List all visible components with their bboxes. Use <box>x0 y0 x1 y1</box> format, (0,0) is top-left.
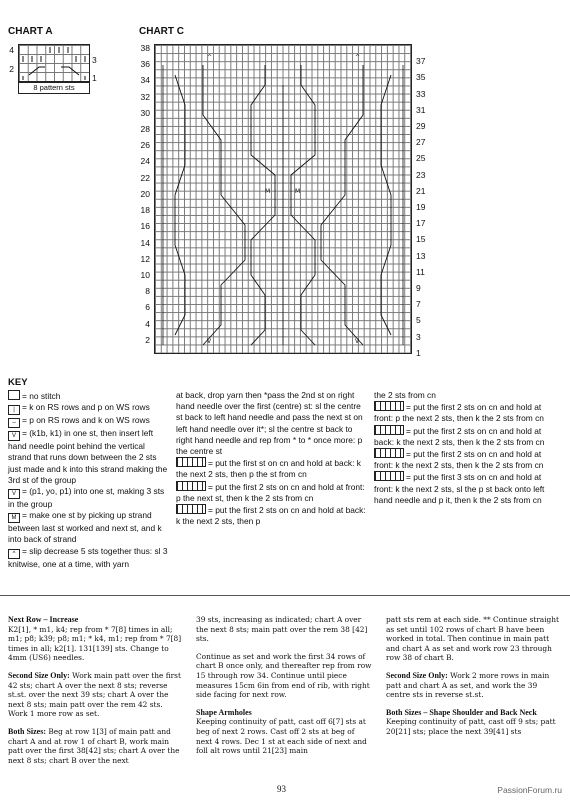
chart-a-title: CHART A <box>8 26 53 37</box>
chart-a-grid <box>18 44 90 82</box>
chart-a-symbols <box>19 45 89 81</box>
pattern-heading: Both Sizes – Shape Shoulder and Back Neck <box>386 707 537 717</box>
cable-symbol-icon <box>176 457 206 467</box>
chart-c-row-label: 14 <box>140 237 150 248</box>
chart-c-row-label: 15 <box>416 234 426 245</box>
key-item <box>8 428 168 486</box>
key-item <box>8 402 168 415</box>
chart-c-row-label: 11 <box>416 266 425 277</box>
pattern-text: K2[1], * m1, k4; rep from * 7[8] times in all; m1; p8; k39; p8; m1; * k4, m1; rep from * 7[8] times in all; k2[1]. 131[139] sts. Change to 4mm (US6) needles. <box>8 624 182 663</box>
key-column-2 <box>176 390 366 527</box>
chart-c-row-label: 30 <box>140 107 150 118</box>
chart-c-row-label: 10 <box>140 269 150 280</box>
key-item <box>176 457 366 480</box>
chart-c-row-label: 25 <box>416 153 426 164</box>
chart-c-row-label: 37 <box>416 56 426 67</box>
increase-v-icon: V <box>8 431 20 441</box>
chart-a-row-label: 3 <box>92 55 97 65</box>
chart-c-row-label: 5 <box>416 315 421 326</box>
pattern-text: patt sts rem at each side. ** Continue straight as set until 102 rows of chart B have been worked in total. Then continue in main patt and chart A as set and work row 23 through row 38 of chart B. <box>386 615 560 663</box>
pattern-text: Beg at row 1[3] of main patt and chart A and at row 1 of chart B, work main patt over the first 38[42] sts; chart A over the next 8 sts; chart B over the next <box>8 726 180 765</box>
key-item <box>374 425 562 448</box>
page-number: 93 <box>277 784 286 794</box>
make-one-icon: M <box>8 513 20 523</box>
pattern-text: Keeping continuity of patt, cast off 6[7] sts at beg of next 2 rows. Cast off 2 sts at beg of next 4 rows. Dec 1 st at each side of next and foll alt rows until 21[23] main <box>196 717 367 756</box>
key-text: = no stitch <box>22 391 61 401</box>
key-text: = put the first 2 sts on cn and hold at front: k the next 2 sts, then k the 2 sts from cn <box>374 449 544 471</box>
chart-c-row-label: 13 <box>416 250 426 261</box>
chart-a-row-label: 2 <box>9 64 14 74</box>
section-divider <box>0 595 570 596</box>
cable-symbol-icon <box>374 401 404 411</box>
svg-text:V: V <box>207 338 212 345</box>
chart-c-row-label: 4 <box>145 318 150 329</box>
pattern-paragraph <box>196 708 372 756</box>
chart-c-title: CHART C <box>139 26 184 37</box>
chart-c-row-label: 27 <box>416 137 426 148</box>
key-text: = put the first 2 sts on cn and hold at back: k the next 2 sts, then p <box>176 505 366 527</box>
cable-symbol-icon <box>374 471 404 481</box>
pattern-text: Keeping continuity of patt, cast off 9 sts; patt 20[21] sts; place the next 39[41] sts <box>386 717 556 736</box>
key-text: at back, drop yarn then *pass the 2nd st on right hand needle over the first (centre) st: sl the centre st back to left hand needle and pass the next st on left hand needle over it*; sl the centre st back to right hand needle and rep from * to * once more: p the centre st <box>176 390 363 457</box>
chart-c-row-label: 17 <box>416 218 426 229</box>
key-title: KEY <box>8 377 28 388</box>
key-text: = p on RS rows and k on WS rows <box>22 415 150 426</box>
purl-symbol-icon: – <box>8 418 20 428</box>
chart-c-row-label: 1 <box>416 347 421 358</box>
pattern-heading: Next Row – Increase <box>8 615 79 624</box>
key-text: = (k1b, k1) in one st, then insert left hand needle point behind the vertical strand that runs down between the 2 sts just made and k into this strand making the 3rd st of the group <box>8 428 168 485</box>
chart-c-row-label: 31 <box>416 104 426 115</box>
chart-c-row-label: 32 <box>140 91 150 102</box>
pattern-column-3 <box>386 615 562 745</box>
chart-c-row-label: 6 <box>145 302 150 313</box>
key-item <box>8 415 168 428</box>
chart-c-row-label: 24 <box>140 156 150 167</box>
chart-a-row-label: 1 <box>92 73 97 83</box>
key-text: = (p1, yo, p1) into one st, making 3 sts in the group <box>8 486 165 510</box>
chart-c-grid <box>154 44 412 354</box>
chart-c-row-label: 22 <box>140 172 150 183</box>
chart-a-row-label: 4 <box>9 45 14 55</box>
key-item <box>8 486 168 510</box>
key-item <box>374 390 562 401</box>
key-text: the 2 sts from cn <box>374 390 436 400</box>
svg-text:^: ^ <box>355 54 361 61</box>
key-item <box>8 546 168 570</box>
slip-decrease-icon: ^ <box>8 549 20 559</box>
chart-c-row-label: 23 <box>416 169 426 180</box>
key-item <box>176 481 366 504</box>
chart-c-symbols <box>155 45 411 353</box>
chart-c-row-label: 33 <box>416 88 426 99</box>
pattern-column-2 <box>196 615 372 764</box>
chart-c-row-label: 28 <box>140 124 150 135</box>
chart-c-row-label: 20 <box>140 188 150 199</box>
svg-text:^: ^ <box>207 54 213 61</box>
blank-square-icon <box>8 390 20 400</box>
svg-text:M: M <box>295 188 301 195</box>
pattern-paragraph <box>196 615 372 644</box>
cable-symbol-icon <box>176 504 206 514</box>
chart-c-row-label: 3 <box>416 331 421 342</box>
key-text: = k on RS rows and p on WS rows <box>22 402 150 413</box>
pattern-heading: Second Size Only: <box>386 670 448 680</box>
pattern-paragraph <box>386 615 562 663</box>
key-item <box>374 401 562 424</box>
chart-c-row-label: 18 <box>140 205 150 216</box>
chart-c-row-label: 26 <box>140 140 150 151</box>
pattern-paragraph <box>196 652 372 700</box>
svg-text:V: V <box>355 338 360 345</box>
key-item <box>374 471 562 506</box>
pattern-text: Continue as set and work the first 34 rows of chart B once only, and thereafter rep from row 15 through row 34. Continue until piece measures 15cm 6in from end of rib, with right side facing for next row. <box>196 651 372 700</box>
chart-c-row-label: 38 <box>140 43 150 53</box>
pattern-text: Work 2 more rows in main patt and chart A as set, and work the 39 centre sts in reverse st.st. <box>386 670 550 700</box>
key-item <box>8 390 168 402</box>
key-item <box>8 510 168 545</box>
chart-c-row-label: 9 <box>416 283 421 294</box>
cable-symbol-icon <box>374 425 404 435</box>
key-text: = put the first 2 sts on cn and hold at front: p the next 2 sts, then k the 2 sts from cn <box>374 402 544 424</box>
key-text: = slip decrease 5 sts together thus: sl 3 knitwise, one at a time, with yarn <box>8 545 168 569</box>
chart-c-row-label: 35 <box>416 72 426 83</box>
key-text: = put the first 3 sts on cn and hold at front: k the next 2 sts, sl the p st back onto left hand needle and p it, then k the 2 sts from cn <box>374 472 545 505</box>
key-text: = put the first 2 sts on cn and hold at front: p the next st, then k the 2 sts from cn <box>176 481 365 503</box>
pattern-heading: Both Sizes: <box>8 726 46 736</box>
key-column-3 <box>374 390 562 506</box>
pattern-paragraph <box>8 727 184 765</box>
pattern-paragraph <box>386 671 562 700</box>
chart-c-row-label: 8 <box>145 286 150 297</box>
chart-c-row-label: 12 <box>140 253 150 264</box>
chart-c-row-label: 7 <box>416 299 421 310</box>
pattern-paragraph <box>386 708 562 737</box>
pattern-paragraph <box>8 615 184 663</box>
key-item <box>176 504 366 527</box>
increase-v-purl-icon: V <box>8 489 20 499</box>
pattern-text: 39 sts, increasing as indicated; chart A over the next 8 sts; main patt over the rem 38 [42] sts. <box>196 615 368 644</box>
chart-c-row-label: 2 <box>145 334 150 345</box>
key-text: = put the first 2 sts on cn and hold at back: k the next 2 sts, then k the 2 sts from cn <box>374 425 545 447</box>
pattern-column-1 <box>8 615 184 773</box>
chart-c-row-label: 29 <box>416 120 426 131</box>
cable-symbol-icon <box>374 448 404 458</box>
pattern-heading: Shape Armholes <box>196 707 252 717</box>
chart-c-row-label: 16 <box>140 221 150 232</box>
key-item <box>374 448 562 471</box>
svg-text:M: M <box>265 188 271 195</box>
chart-c-row-label: 34 <box>140 75 150 86</box>
chart-a-caption: 8 pattern sts <box>18 82 90 94</box>
key-item <box>176 390 366 457</box>
key-text: = put the first st on cn and hold at back: k the next 2 sts, then p the st from cn <box>176 458 361 480</box>
pattern-text: Work main patt over the first 42 sts; chart A over the next 8 sts; reverse st.st. over the next 39 sts; chart A over the next 8 sts; main patt over the rem 42 sts. Work 1 more row as set. <box>8 670 181 719</box>
pattern-paragraph <box>8 671 184 719</box>
watermark: PassionForum.ru <box>497 785 562 795</box>
key-column-1 <box>8 390 168 570</box>
chart-c-row-label: 19 <box>416 202 426 212</box>
chart-c-row-label: 21 <box>416 185 426 196</box>
cable-symbol-icon <box>176 481 206 491</box>
knit-symbol-icon: | <box>8 405 20 415</box>
chart-c-row-label: 36 <box>140 59 150 70</box>
key-text: = make one st by picking up strand between last st worked and next st, and k into back of strand <box>8 510 162 545</box>
pattern-heading: Second Size Only: <box>8 670 70 680</box>
